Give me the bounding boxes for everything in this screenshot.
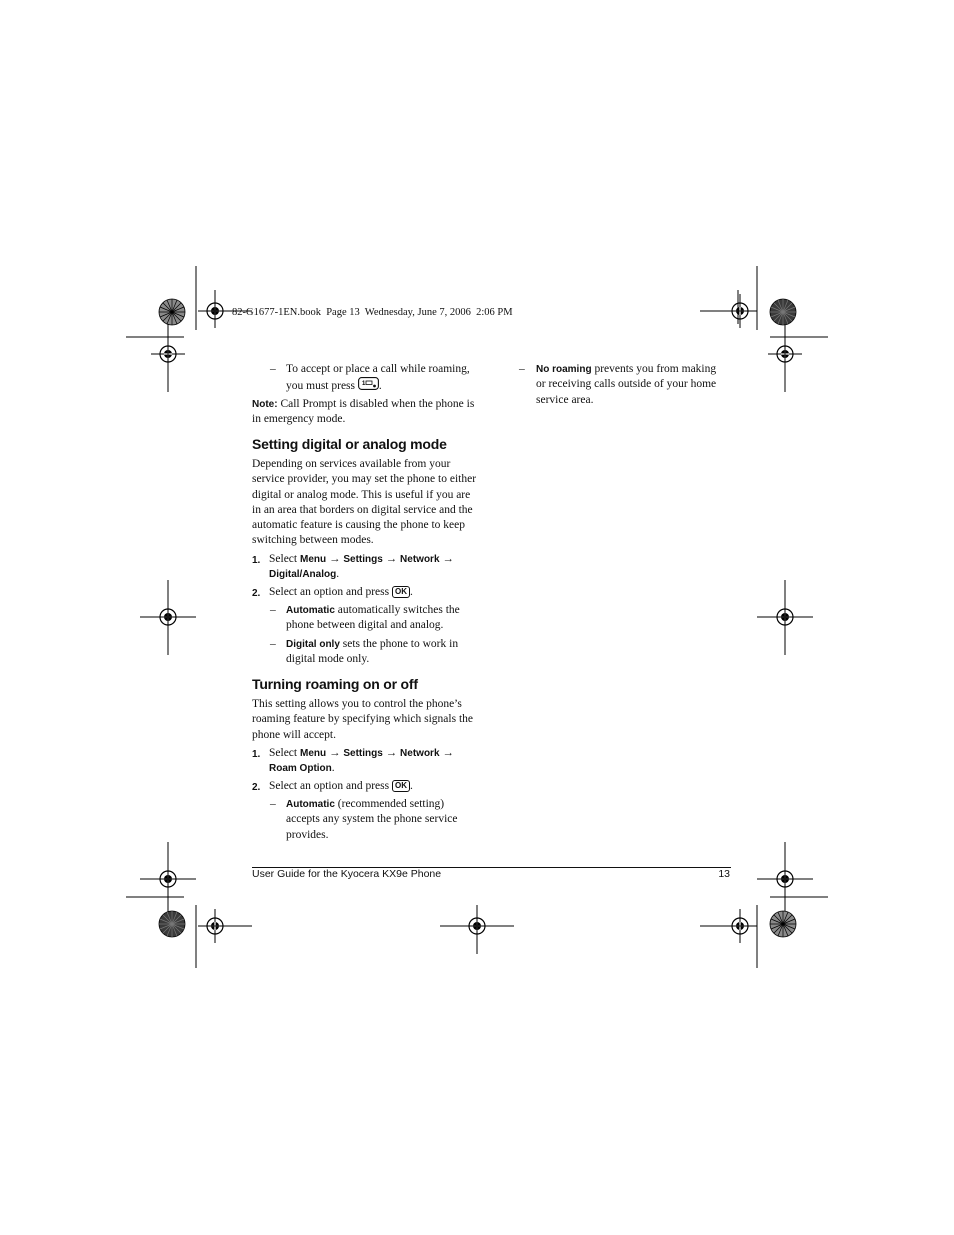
step-select: Select [269, 553, 298, 565]
arrow-icon: → [385, 747, 398, 759]
note-text: Call Prompt is disabled when the phone is in emergency mode. [252, 398, 475, 426]
bullet-period: . [378, 380, 382, 393]
step-2-digital [252, 585, 472, 600]
note [252, 397, 482, 428]
starburst-mark-icon [158, 910, 186, 938]
settings-label: Settings [343, 554, 383, 565]
arrow-icon: → [385, 553, 398, 565]
network-label: Network [400, 554, 440, 565]
option-automatic-roaming [270, 797, 466, 843]
step-period: . [336, 568, 340, 581]
ok-key-icon: OK [392, 586, 410, 598]
starburst-mark-icon [769, 910, 797, 938]
bullet-dash: – [270, 363, 276, 375]
section-heading-digital: Setting digital or analog mode [252, 436, 447, 452]
step-number: 1. [252, 749, 261, 760]
bullet-text: To accept or place a call while roaming, you must press [286, 363, 470, 393]
step-period: . [331, 762, 335, 775]
roaming-press-bullet [270, 362, 480, 396]
starburst-mark-icon [769, 298, 797, 326]
roam-option-label: Roam Option [269, 763, 332, 775]
step-number: 2. [252, 782, 261, 793]
print-slug: 82-G1677-1EN.book Page 13 Wednesday, June 7, 2006 2:06 PM [232, 307, 513, 318]
step-text: Select an option and press [269, 780, 390, 792]
step-period: . [409, 780, 413, 792]
section-body-digital: Depending on services available from your service provider, you may set the phone to either digital or analog mode. This is useful if you are in an area that borders on digital service and the automatic feature is causing the phone to keep switching between modes. [252, 458, 477, 547]
network-label: Network [400, 748, 440, 759]
page-number: 13 [718, 868, 730, 880]
option-digital-only [270, 637, 470, 668]
option-no-roaming [519, 362, 719, 408]
note-label: Note: [252, 399, 278, 410]
section-heading-roaming: Turning roaming on or off [252, 676, 418, 692]
option-text: sets the phone to work in digital mode only. [286, 638, 459, 666]
menu-label: Menu [299, 748, 327, 759]
step-select: Select [269, 747, 298, 759]
step-2-roaming [252, 779, 472, 794]
step-text: Select an option and press [269, 586, 390, 598]
bullet-dash: – [270, 798, 276, 810]
step-number: 1. [252, 555, 261, 566]
option-text: (recommended setting) accepts any system the phone service provides. [286, 798, 458, 841]
arrow-icon: → [328, 747, 341, 759]
option-text: prevents you from making or receiving calls outside of your home service area. [536, 363, 717, 406]
bullet-dash: – [270, 604, 276, 616]
svg-text:1: 1 [361, 381, 366, 388]
arrow-icon: → [442, 747, 454, 759]
section-body-roaming: This setting allows you to control the phone’s roaming feature by specifying which signals the phone will accept. [252, 698, 473, 741]
step-1-digital [252, 552, 472, 583]
ok-key-icon: OK [392, 780, 410, 792]
bullet-dash: – [270, 638, 276, 650]
option-label: Automatic [286, 799, 335, 810]
talk-key-icon [358, 377, 379, 395]
menu-label: Menu [299, 554, 327, 565]
option-label: Automatic [286, 605, 335, 616]
step-1-roaming [252, 746, 472, 777]
settings-label: Settings [343, 748, 383, 759]
bullet-dash: – [519, 363, 525, 375]
starburst-mark-icon [158, 298, 186, 326]
option-label: No roaming [536, 364, 592, 375]
footer-title: User Guide for the Kyocera KX9e Phone [252, 868, 442, 880]
option-automatic-digital [270, 603, 470, 634]
step-period: . [409, 586, 413, 598]
digital-analog-label: Digital/Analog [269, 569, 337, 581]
step-number: 2. [252, 588, 261, 599]
arrow-icon: → [328, 553, 341, 565]
option-label: Digital only [286, 639, 340, 650]
option-text: automatically switches the phone between digital and analog. [286, 604, 460, 632]
arrow-icon: → [442, 553, 454, 565]
